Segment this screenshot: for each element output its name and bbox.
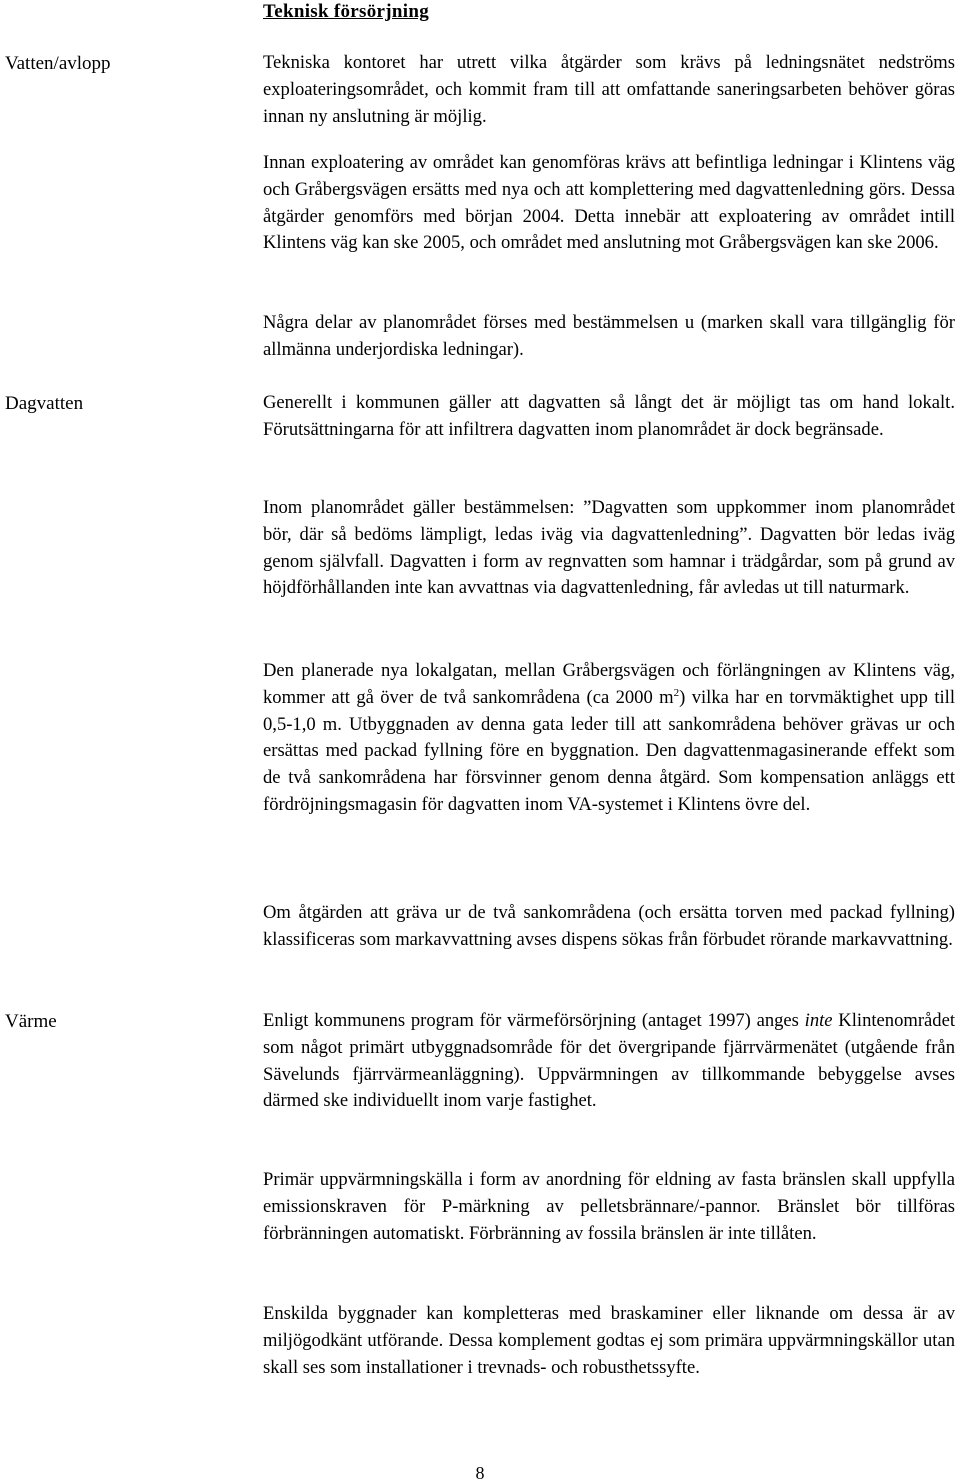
paragraph: Några delar av planområdet förses med bestämmelsen u (marken skall vara tillgänglig för allmänna underjordiska ledningar). [263,312,955,360]
paragraph-text: ) vilka har en torvmäktighet upp till 0,5-1,0 m. Utbyggnaden av denna gata leder till att sankområdena behöver grävas ur och ersättas med packad fyllning före en byggnation. Den dagvattenmagasinerande effekt som de två sankområdena har försvinner genom denna åtgärd. Som kompensation anläggs ett fördröjningsmagasin för dagvatten inom VA-systemet i Klintens övre del. [263,686,955,815]
paragraph-text: Klintenområdet som något primärt utbyggnadsområde för det övergripande fjärrvärmenätet (utgående från Sävelunds fjärrvärmeanläggning). Uppvärmningen av tillkommande bebyggelse avses därmed ske individuellt inom varje fastighet. [263,1010,956,1112]
paragraph: Om åtgärden att gräva ur de två sankområdena (och ersätta torven med packad fyllning) klassificeras som markavvattning avses dispens sökas från förbudet rörande markavvattning. [263,902,955,950]
paragraph [263,658,955,819]
side-label-vatten-avlopp: Vatten/avlopp [5,53,111,74]
side-label-dagvatten: Dagvatten [5,393,84,414]
side-label-varme: Värme [5,1011,57,1032]
paragraph [263,1008,955,1115]
paragraph: Enskilda byggnader kan kompletteras med braskaminer eller liknande om dessa är av miljögodkänt utförande. Dessa komplement godtas ej som primära uppvärmningskällor utan skall ses som installationer i trevnads- och robusthetssyfte. [263,1303,955,1378]
section-heading: Teknisk försörjning [263,1,430,22]
paragraph: Primär uppvärmningskälla i form av anordning för eldning av fasta bränslen skall uppfylla emissionskraven för P-märkning av pelletsbrännare/-pannor. Bränslet bör tillföras förbränningen automatiskt. Förbränning av fossila bränslen är inte tillåten. [263,1169,955,1244]
paragraph: Innan exploatering av området kan genomföras krävs att befintliga ledningar i Klintens väg och Gråbergsvägen ersätts med nya och att komplettering med dagvattenledning görs. Dessa åtgärder genomförs med början 2004. Detta innebär att exploatering av området intill Klintens väg kan ske 2005, och området med anslutning mot Gråbergsvägen kan ske 2006. [263,152,955,254]
page-number: 8 [475,1463,485,1483]
paragraph-text: Enligt kommunens program för värmeförsörjning (antaget 1997) anges [263,1010,805,1031]
paragraph: Generellt i kommunen gäller att dagvatten så långt det är möjligt tas om hand lokalt. Förutsättningarna för att infiltrera dagvatten inom planområdet är dock begränsade. [263,392,955,440]
superscript: 2 [673,686,680,699]
emphasis: inte [804,1010,833,1031]
paragraph: Inom planområdet gäller bestämmelsen: ”Dagvatten som uppkommer inom planområdet bör, där så bedöms lämpligt, ledas iväg via dagvattenledning”. Dagvatten bör ledas iväg genom självfall. Dagvatten i form av regnvatten som hamnar i trädgårdar, som på grund av höjdförhållanden inte kan avvattnas via dagvattenledning, får avledas ut till naturmark. [263,497,955,599]
paragraph: Tekniska kontoret har utrett vilka åtgärder som krävs på ledningsnätet nedströms exploateringsområdet, och kommit fram till att omfattande saneringsarbeten behöver göras innan ny anslutning är möjlig. [263,52,955,127]
paragraph-text: Den planerade nya lokalgatan, mellan Gråbergsvägen och förlängningen av Klintens väg, kommer att gå över de två sankområdena (ca 2000 m [263,660,955,708]
